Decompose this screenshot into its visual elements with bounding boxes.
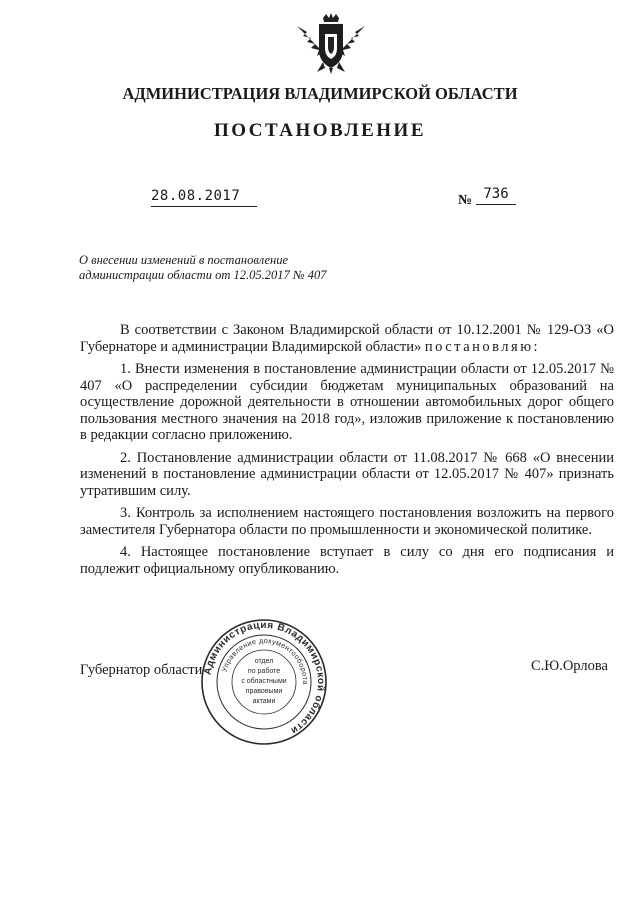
- item-2: 2. Постановление администрации области от 11.08.2017 № 668 «О внесении изменений в постановление администрации области от 12.05.2017 № 407» признать утратившим силу.: [80, 449, 614, 499]
- stamp-center-line-2: по работе: [247, 668, 281, 675]
- document-number: 736: [476, 186, 516, 205]
- official-stamp: [200, 618, 328, 746]
- coat-of-arms-icon: [293, 12, 369, 74]
- document-body: [80, 322, 614, 583]
- document-type: ПОСТАНОВЛЕНИЕ: [213, 120, 427, 141]
- signatory-position: Губернатор области: [80, 662, 203, 678]
- preamble-resolution: постановляю:: [424, 338, 541, 355]
- signatory-name: С.Ю.Орлова: [531, 658, 608, 674]
- document-subject: [79, 253, 379, 283]
- stamp-center-line-3: с областными: [241, 678, 287, 685]
- item-3: 3. Контроль за исполнением настоящего постановления возложить на первого заместителя Губернатора области по промышленности и экономической политике.: [80, 505, 614, 538]
- document-number-label: №: [458, 193, 473, 208]
- organization-name: АДМИНИСТРАЦИЯ ВЛАДИМИРСКОЙ ОБЛАСТИ: [122, 84, 518, 103]
- document-date: 28.08.2017: [151, 188, 257, 207]
- stamp-outer-text: Администрация Владимирской области: [202, 619, 327, 737]
- item-1: 1. Внести изменения в постановление администрации области от 12.05.2017 № 407 «О распределении субсидии бюджетам муниципальных образований на осуществление дорожной деятельности в отношении автомобильных дорог общего пользования местного значения на 2018 год», изложив приложение к постановлению в редакции согласно приложению.: [80, 361, 614, 443]
- stamp-center-line-4: правовыми: [245, 688, 283, 695]
- subject-line-2: администрации области от 12.05.2017 № 407: [79, 268, 327, 282]
- stamp-center-line-1: отдел: [254, 658, 274, 665]
- item-4: 4. Настоящее постановление вступает в силу со дня его подписания и подлежит официальному опубликованию.: [80, 544, 614, 577]
- subject-line-1: О внесении изменений в постановление: [79, 253, 289, 267]
- preamble-text: В соответствии с Законом Владимирской области от 10.12.2001 № 129-ОЗ «О Губернаторе и администрации Владимирской области»: [80, 322, 614, 355]
- stamp-inner-text: Управление документооборота: [219, 635, 311, 685]
- preamble: [80, 322, 614, 355]
- stamp-center-line-5: актами: [252, 698, 276, 705]
